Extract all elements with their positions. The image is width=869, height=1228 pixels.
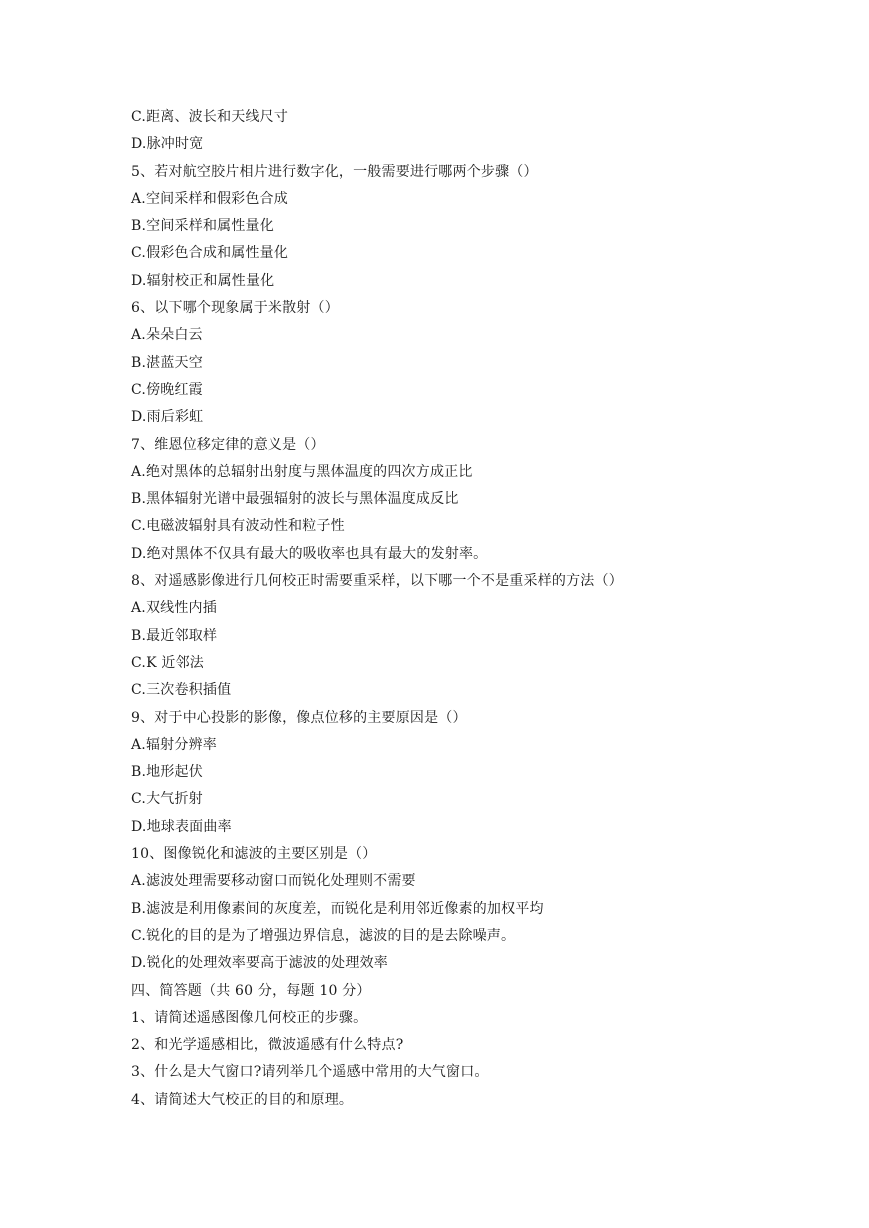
option-d-pulse-width: D.脉冲时宽	[131, 136, 204, 153]
section-heading-short-answer: 四、简答题（共 60 分，每题 10 分）	[131, 982, 371, 999]
question-10-option-b: B.滤波是利用像素间的灰度差，而锐化是利用邻近像素的加权平均	[131, 900, 544, 917]
question-9-option-b: B.地形起伏	[131, 764, 203, 781]
question-9-option-c: C.大气折射	[131, 791, 203, 808]
short-answer-2: 2、和光学遥感相比，微波遥感有什么特点?	[131, 1037, 404, 1054]
question-8-option-c-second: C.三次卷积插值	[131, 682, 232, 699]
question-7-option-c: C.电磁波辐射具有波动性和粒子性	[131, 518, 345, 535]
question-5: 5、若对航空胶片相片进行数字化，一般需要进行哪两个步骤（）	[131, 163, 538, 180]
question-10-option-d: D.锐化的处理效率要高于滤波的处理效率	[131, 955, 388, 972]
question-8-option-c: C.K 近邻法	[131, 654, 204, 671]
question-6: 6、以下哪个现象属于米散射（）	[131, 300, 339, 317]
question-10: 10、图像锐化和滤波的主要区别是（）	[131, 846, 377, 863]
question-6-option-b: B.湛蓝天空	[131, 354, 203, 371]
question-6-option-d: D.雨后彩虹	[131, 409, 204, 426]
question-8-option-a: A.双线性内插	[131, 600, 217, 617]
question-10-option-a: A.滤波处理需要移动窗口而锐化处理则不需要	[131, 873, 416, 890]
question-5-option-b: B.空间采样和属性量化	[131, 218, 274, 235]
question-5-option-a: A.空间采样和假彩色合成	[131, 190, 288, 207]
short-answer-1: 1、请简述遥感图像几何校正的步骤。	[131, 1009, 368, 1026]
document-body	[131, 104, 751, 1114]
question-5-option-d: D.辐射校正和属性量化	[131, 272, 275, 289]
question-9-option-a: A.辐射分辨率	[131, 736, 217, 753]
question-9: 9、对于中心投影的影像，像点位移的主要原因是（）	[131, 709, 467, 726]
question-6-option-a: A.朵朵白云	[131, 327, 203, 344]
question-10-option-c: C.锐化的目的是为了增强边界信息，滤波的目的是去除噪声。	[131, 927, 516, 944]
question-5-option-c: C.假彩色合成和属性量化	[131, 245, 289, 262]
question-6-option-c: C.傍晚红霞	[131, 381, 203, 398]
short-answer-4: 4、请简述大气校正的目的和原理。	[131, 1091, 354, 1108]
question-7: 7、维恩位移定律的意义是（）	[131, 436, 325, 453]
question-8-option-b: B.最近邻取样	[131, 627, 218, 644]
option-c-distance-wavelength-antenna: C.距离、波长和天线尺寸	[131, 109, 289, 125]
question-7-option-b: B.黑体辐射光谱中最强辐射的波长与黑体温度成反比	[131, 491, 459, 508]
question-8: 8、对遥感影像进行几何校正时需要重采样，以下哪一个不是重采样的方法（）	[131, 573, 623, 590]
question-9-option-d: D.地球表面曲率	[131, 818, 232, 835]
question-7-option-a: A.绝对黑体的总辐射出射度与黑体温度的四次方成正比	[131, 463, 473, 480]
question-7-option-d: D.绝对黑体不仅具有最大的吸收率也具有最大的发射率。	[131, 545, 488, 562]
short-answer-3: 3、什么是大气窗口?请列举几个遥感中常用的大气窗口。	[131, 1064, 489, 1081]
